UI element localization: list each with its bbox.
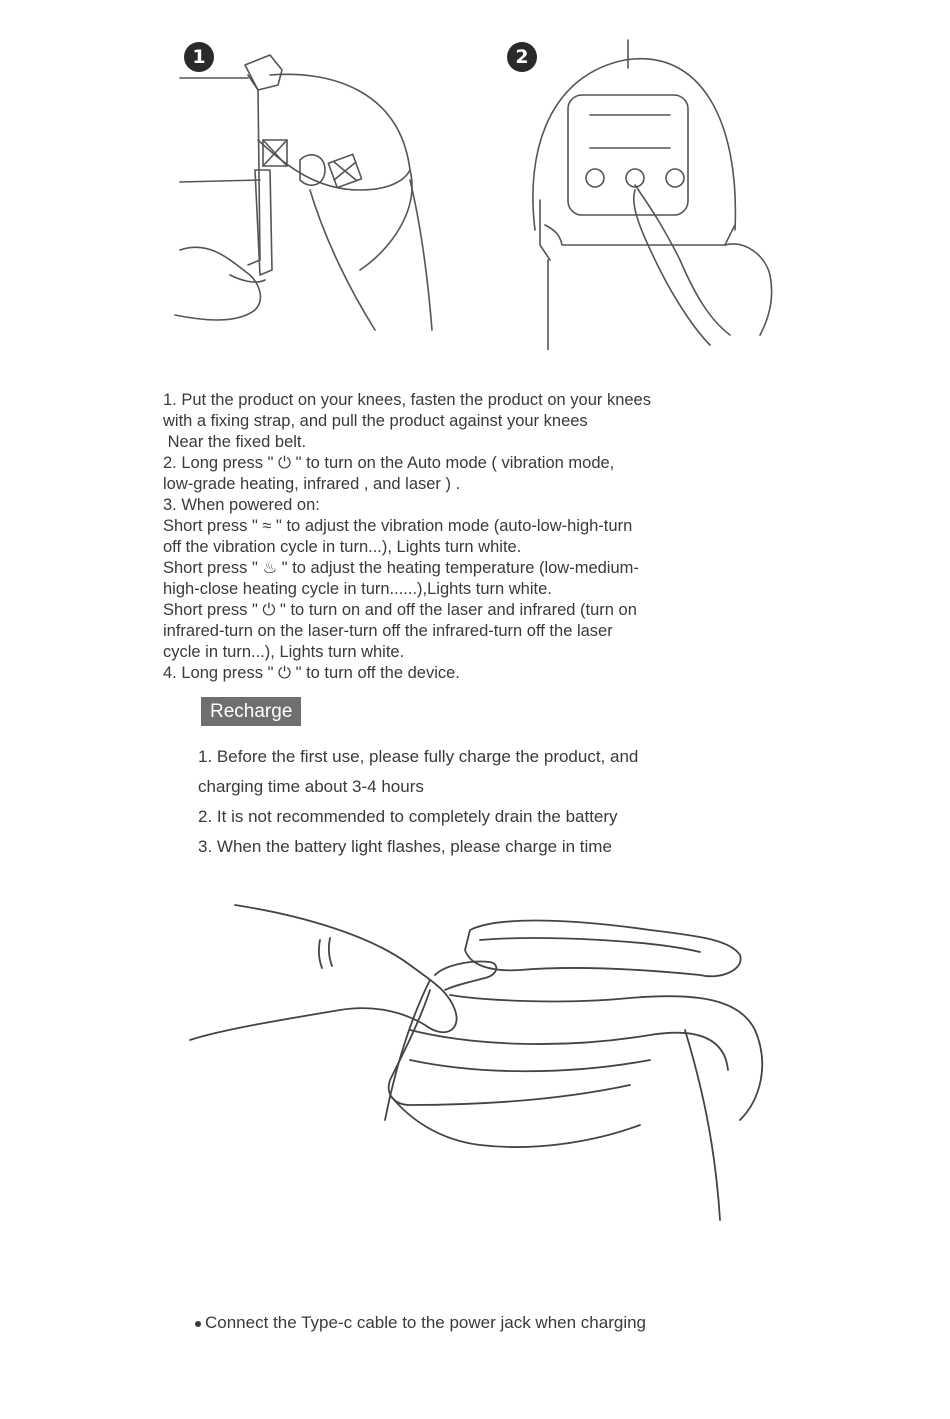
recharge-instructions [198, 742, 778, 862]
instruction-line: high-close heating cycle in turn......),Lights turn white. [163, 580, 552, 598]
instruction-line: Short press " ♨ " to adjust the heating temperature (low-medium- [163, 559, 639, 577]
instruction-line: 4. Long press " ⏻ " to turn off the device. [163, 664, 460, 682]
recharge-line: 1. Before the first use, please fully charge the product, and [198, 747, 639, 766]
instruction-line: 1. Put the product on your knees, fasten the product on your knees [163, 391, 651, 409]
operation-instructions [163, 390, 803, 684]
recharge-line: 3. When the battery light flashes, please charge in time [198, 837, 612, 856]
instruction-line: 2. Long press " ⏻ " to turn on the Auto mode ( vibration mode, [163, 454, 615, 472]
control-panel-illustration [500, 30, 790, 350]
instruction-line: cycle in turn...), Lights turn white. [163, 643, 405, 661]
instruction-line: Short press " ⏻ " to turn on and off the laser and infrared (turn on [163, 601, 637, 619]
recharge-line: 2. It is not recommended to completely drain the battery [198, 807, 618, 826]
instruction-line: Near the fixed belt. [163, 433, 307, 451]
instruction-line: off the vibration cycle in turn...), Lights turn white. [163, 538, 522, 556]
bullet-icon [195, 1321, 201, 1327]
charging-illustration [180, 880, 780, 1250]
charging-note [195, 1313, 795, 1333]
charging-note-text: Connect the Type-c cable to the power jack when charging [205, 1313, 647, 1332]
recharge-line: charging time about 3-4 hours [198, 777, 424, 796]
instruction-line: infrared-turn on the laser-turn off the infrared-turn off the laser [163, 622, 613, 640]
instruction-line: 3. When powered on: [163, 496, 320, 514]
instruction-line: with a fixing strap, and pull the product against your knees [163, 412, 588, 430]
instruction-line: Short press " ≈ " to adjust the vibration mode (auto-low-high-turn [163, 517, 633, 535]
knee-strap-illustration [160, 30, 450, 350]
step-2-badge: 2 [507, 42, 537, 72]
instruction-line: low-grade heating, infrared , and laser ) . [163, 475, 461, 493]
step-1-badge: 1 [184, 42, 214, 72]
recharge-heading: Recharge [201, 697, 301, 726]
